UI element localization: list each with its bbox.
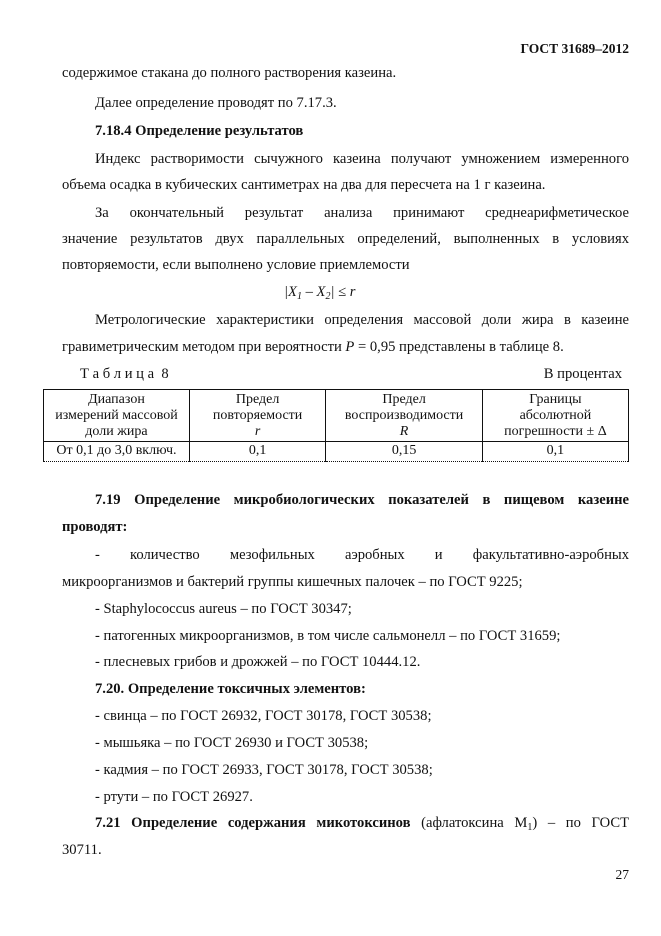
list-item: - количество мезофильных аэробных и факультативно-аэробных [95,547,629,563]
header-line: абсолютной [519,408,592,423]
list-item: - патогенных микроорганизмов, в том числе сальмонелл – по ГОСТ 31659; [95,628,561,644]
document-code: ГОСТ 31689–2012 [520,41,629,56]
paragraph-line: Далее определение проводят по 7.17.3. [95,95,337,111]
table-8 [43,389,629,462]
section-heading-7-21 [95,814,629,837]
page-number: 27 [615,867,629,882]
list-item: - плесневых грибов и дрожжей – по ГОСТ 10444.12. [95,654,421,670]
header-line: R [399,424,409,439]
formula-subscript: 1 [296,291,302,302]
paragraph-line: содержимое стакана до полного растворения казеина. [62,65,397,81]
paragraph-line: объема осадка в кубических сантиметрах на два для пересчета на 1 г казеина. [62,177,546,193]
paragraph-line: За окончательный результат анализа принимают среднеарифметическое [95,205,629,221]
formula-part: – X [301,284,326,300]
paragraph-line: 30711. [62,842,102,858]
table-header-cell [482,390,628,442]
symbol-p: P [345,339,355,355]
table-row [44,442,629,462]
header-line: Границы [529,392,582,407]
paragraph-line: повторяемости, если выполнено условие приемлемости [62,257,410,273]
text-run: гравиметрическим методом при вероятности [62,339,346,355]
text-run: (афлатоксина M [410,815,528,831]
table-header-cell [189,390,325,442]
paragraph-line: Метрологические характеристики определения массовой доли жира в казеине [95,312,629,328]
formula-part: | ≤ r [330,284,356,300]
formula-acceptability [284,283,355,306]
section-heading-7-20: 7.20. Определение токсичных элементов: [95,681,366,697]
header-line: измерений массовой [55,408,178,423]
table-cell: 0,15 [326,442,483,462]
header-line: воспроизводимости [344,408,464,423]
text-run: = 0,95 представлены в таблице 8. [354,339,564,355]
section-heading-7-19: проводят: [62,519,128,535]
formula-part: |X [284,284,297,300]
table-cell: 0,1 [189,442,325,462]
paragraph-line: значение результатов двух параллельных определений, выполненных в условиях [62,231,629,247]
header-line: повторяемости [212,408,303,423]
table-cell: 0,1 [482,442,628,462]
list-item: - свинца – по ГОСТ 26932, ГОСТ 30178, ГОСТ 30538; [95,708,432,724]
header-line: погрешности ± Δ [504,424,607,439]
list-item: микроорганизмов и бактерий группы кишечных палочек – по ГОСТ 9225; [62,574,523,590]
text-run: ) – по ГОСТ [532,815,630,831]
header-line: Предел [235,392,280,407]
list-item: - кадмия – по ГОСТ 26933, ГОСТ 30178, ГОСТ 30538; [95,762,433,778]
paragraph-line: Индекс растворимости сычужного казеина получают умножением измеренного [95,151,629,167]
table-header-cell [326,390,483,442]
paragraph-line [62,338,564,356]
list-item: - ртути – по ГОСТ 26927. [95,789,253,805]
section-heading-7-18-4: 7.18.4 Определение результатов [95,123,304,139]
header-line: r [254,424,261,439]
header-line: Диапазон [88,392,145,407]
header-line: Предел [382,392,426,407]
list-item: - Staphylococcus aureus – по ГОСТ 30347; [95,601,352,617]
heading-bold-run: 7.21 Определение содержания микотоксинов [95,815,411,831]
section-heading-7-19: 7.19 Определение микробиологических показателей в пищевом казеине [95,492,629,508]
table-units: В процентах [543,366,622,382]
table-header-row [44,390,629,442]
table-cell: От 0,1 до 3,0 включ. [44,442,190,462]
list-item: - мышьяка – по ГОСТ 26930 и ГОСТ 30538; [95,735,369,751]
table-header-cell [44,390,190,442]
subscript: 1 [527,822,533,833]
formula-subscript: 2 [325,291,331,302]
header-line: доли жира [85,424,148,439]
table-caption: Т а б л и ц а 8 [80,366,169,382]
